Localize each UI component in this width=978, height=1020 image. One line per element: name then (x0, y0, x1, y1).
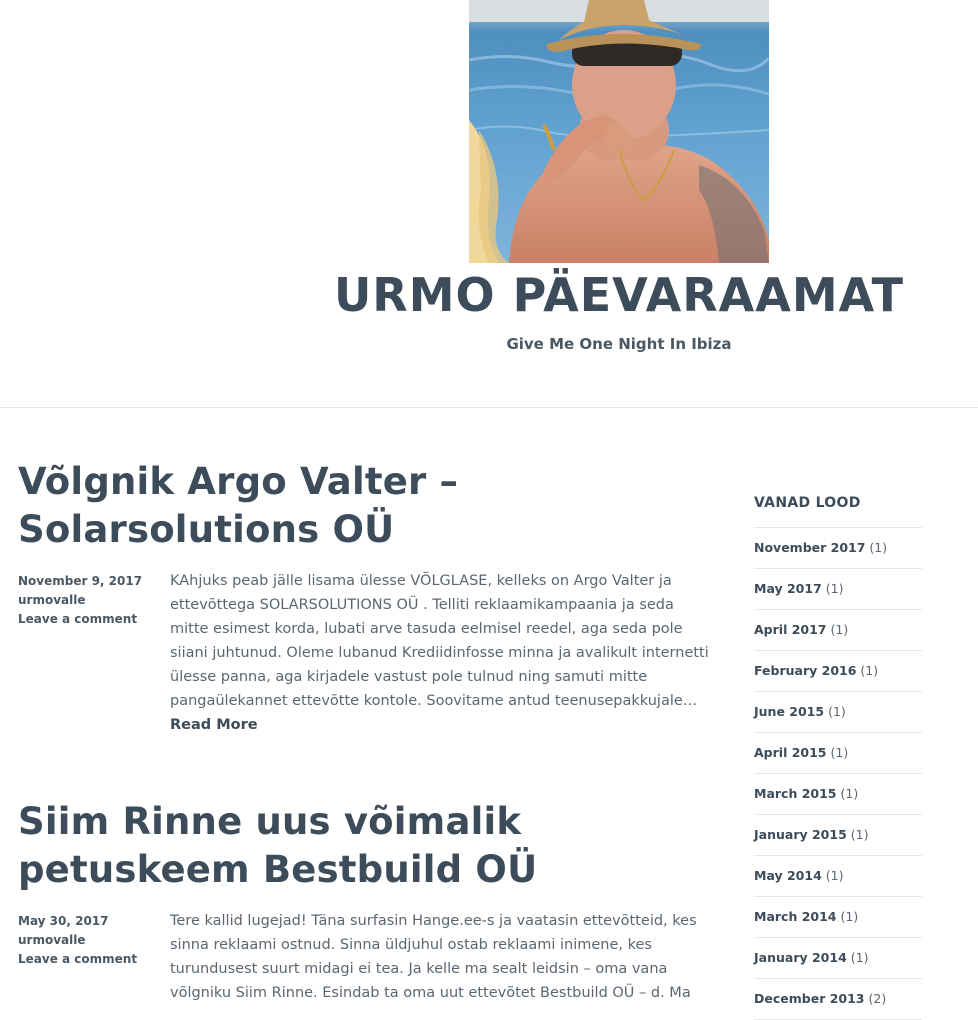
archive-count: (1) (830, 745, 849, 760)
post-comments-link[interactable]: Leave a comment (18, 612, 138, 626)
post-meta (18, 572, 158, 629)
archive-item (754, 733, 922, 774)
archive-item (754, 815, 922, 856)
widget-title: VANAD LOOD (754, 490, 922, 528)
archive-link[interactable]: June 2015 (754, 704, 825, 719)
archive-link[interactable]: November 2017 (754, 540, 866, 555)
post-excerpt (170, 569, 710, 737)
post-comments-link[interactable]: Leave a comment (18, 952, 138, 966)
archive-link[interactable]: December 2013 (754, 991, 865, 1006)
archive-item (754, 569, 922, 610)
archive-item (754, 856, 922, 897)
archive-count: (1) (825, 868, 844, 883)
archive-count: (1) (840, 909, 859, 924)
sidebar-archives (754, 490, 922, 1020)
read-more-link[interactable]: Read More (170, 717, 258, 733)
post-meta (18, 912, 158, 969)
archive-count: (1) (830, 622, 849, 637)
post-excerpt-text: Tere kallid lugejad! Täna surfasin Hange.ee-s ja vaatasin ettevõtteid, kes sinna reklaami ostnud. Sinna üldjuhul ostab reklaami inimene, kes turundusest suurt midagi ei tea. Ja kelle ma sealt leidsin – oma vana võlgniku Siim Rinne. Esindab ta oma uut ettevõtet Bestbuild OÜ – d. Ma (170, 913, 697, 1001)
archive-count: (1) (860, 663, 879, 678)
post-author[interactable]: urmovalle (18, 933, 86, 947)
archive-link[interactable]: January 2014 (754, 950, 847, 965)
post-excerpt-text: KAhjuks peab jälle lisama ülesse VÕLGLASE, kelleks on Argo Valter ja ettevõttega SOLARSOLUTIONS OÜ . Telliti reklaamikampaania ja seda mitte esimest korda, lubati arve tasuda eelmisel reedel, aga seda pole siiani juhtunud. Oleme lubanud Krediidinfosse minna ja avalikult internetti ülesse panna, aga kirjadele vastust pole tulnud ning samuti mitte pangaülekannet ettevõtte kontole. Soovitame antud teenusepakkujale… (170, 573, 709, 709)
post-date[interactable]: November 9, 2017 (18, 574, 143, 588)
archive-link[interactable]: February 2016 (754, 663, 857, 678)
archive-count: (1) (840, 786, 859, 801)
archive-link[interactable]: May 2017 (754, 581, 822, 596)
archive-count: (2) (868, 991, 887, 1006)
archive-item (754, 610, 922, 651)
archive-item (754, 651, 922, 692)
header-photo (469, 0, 769, 263)
post-date[interactable]: May 30, 2017 (18, 914, 109, 928)
archive-link[interactable]: April 2017 (754, 622, 827, 637)
archive-item (754, 897, 922, 938)
archive-link[interactable]: April 2015 (754, 745, 827, 760)
archive-link[interactable]: March 2014 (754, 909, 837, 924)
archive-item (754, 938, 922, 979)
post-excerpt (170, 909, 710, 1005)
archive-list (754, 528, 922, 1020)
site-tagline: Give Me One Night In Ibiza (506, 335, 732, 353)
site-header (0, 0, 978, 408)
archive-count: (1) (869, 540, 888, 555)
post-2 (18, 798, 708, 1001)
archive-item (754, 979, 922, 1020)
post-title[interactable]: Siim Rinne uus võimalik petuskeem Bestbuild OÜ (18, 800, 538, 891)
archive-item (754, 774, 922, 815)
archive-count: (1) (850, 827, 869, 842)
archive-item (754, 692, 922, 733)
archive-link[interactable]: May 2014 (754, 868, 822, 883)
post-1 (18, 458, 708, 748)
archive-count: (1) (828, 704, 846, 719)
header-photo-image (469, 0, 769, 263)
archive-link[interactable]: January 2015 (754, 827, 847, 842)
archive-count: (1) (850, 950, 869, 965)
post-title[interactable]: Võlgnik Argo Valter – Solarsolutions OÜ (18, 460, 459, 551)
archive-link[interactable]: March 2015 (754, 786, 837, 801)
archive-count: (1) (825, 581, 844, 596)
site-title[interactable]: URMO PÄEVARAAMAT (333, 268, 905, 322)
post-author[interactable]: urmovalle (18, 593, 86, 607)
archive-item (754, 528, 922, 569)
